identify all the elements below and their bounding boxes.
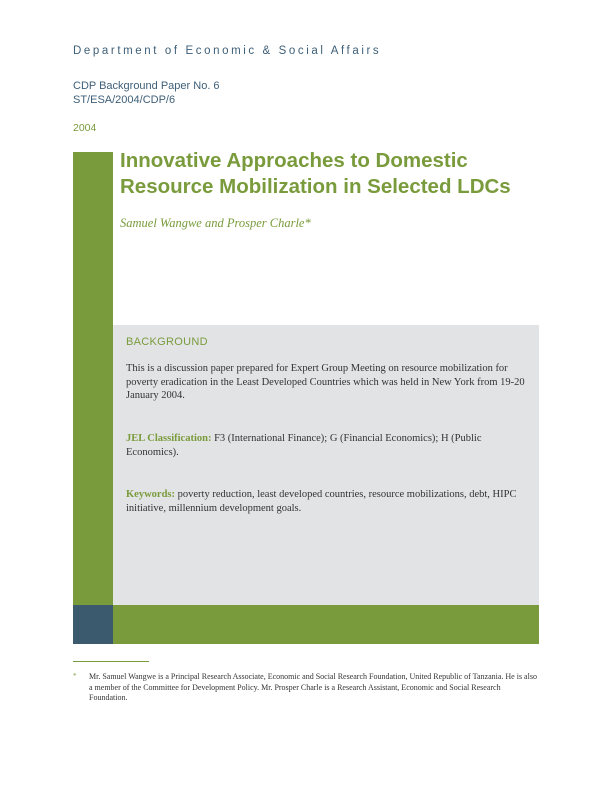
publication-year: 2004 [73, 122, 97, 134]
keywords-text: poverty reduction, least developed countries, resource mobilizations, debt, HIPC initiative, millennium development goals. [126, 489, 517, 514]
paper-number: CDP Background Paper No. 6 [73, 80, 220, 92]
footnote-rule [73, 661, 149, 662]
bottom-accent-bar [113, 605, 539, 644]
footnote-text: Mr. Samuel Wangwe is a Principal Research Associate, Economic and Social Research Foundation, United Republic of Tanzania. He is also a member of the Committee for Development Policy. Mr. Prosper Charle is a Research Assistant, Economic and Social Research Foundation. [89, 672, 537, 702]
jel-classification [126, 432, 526, 459]
footnote-mark: * [73, 672, 77, 680]
background-text: This is a discussion paper prepared for Expert Group Meeting on resource mobilization for poverty eradication in the Least Developed Countries which was held in New York from 19-20 January 2004. [126, 363, 525, 401]
jel-label: JEL Classification: [126, 433, 212, 444]
background-box [113, 325, 539, 605]
title-line-2: Resource Mobilization in Selected LDCs [120, 175, 511, 198]
paper-title [120, 148, 540, 200]
authors: Samuel Wangwe and Prosper Charle* [120, 216, 311, 230]
keywords-label: Keywords: [126, 489, 175, 500]
document-symbol: ST/ESA/2004/CDP/6 [73, 94, 176, 106]
title-line-1: Innovative Approaches to Domestic [120, 149, 468, 172]
corner-accent-block [73, 605, 113, 644]
keywords [126, 488, 526, 515]
left-accent-bar [73, 152, 113, 605]
background-heading: BACKGROUND [126, 336, 208, 348]
department-name: Department of Economic & Social Affairs [73, 45, 382, 57]
jel-text: F3 (International Finance); G (Financial Economics); H (Public Economics). [126, 433, 482, 458]
series-info [73, 79, 220, 107]
